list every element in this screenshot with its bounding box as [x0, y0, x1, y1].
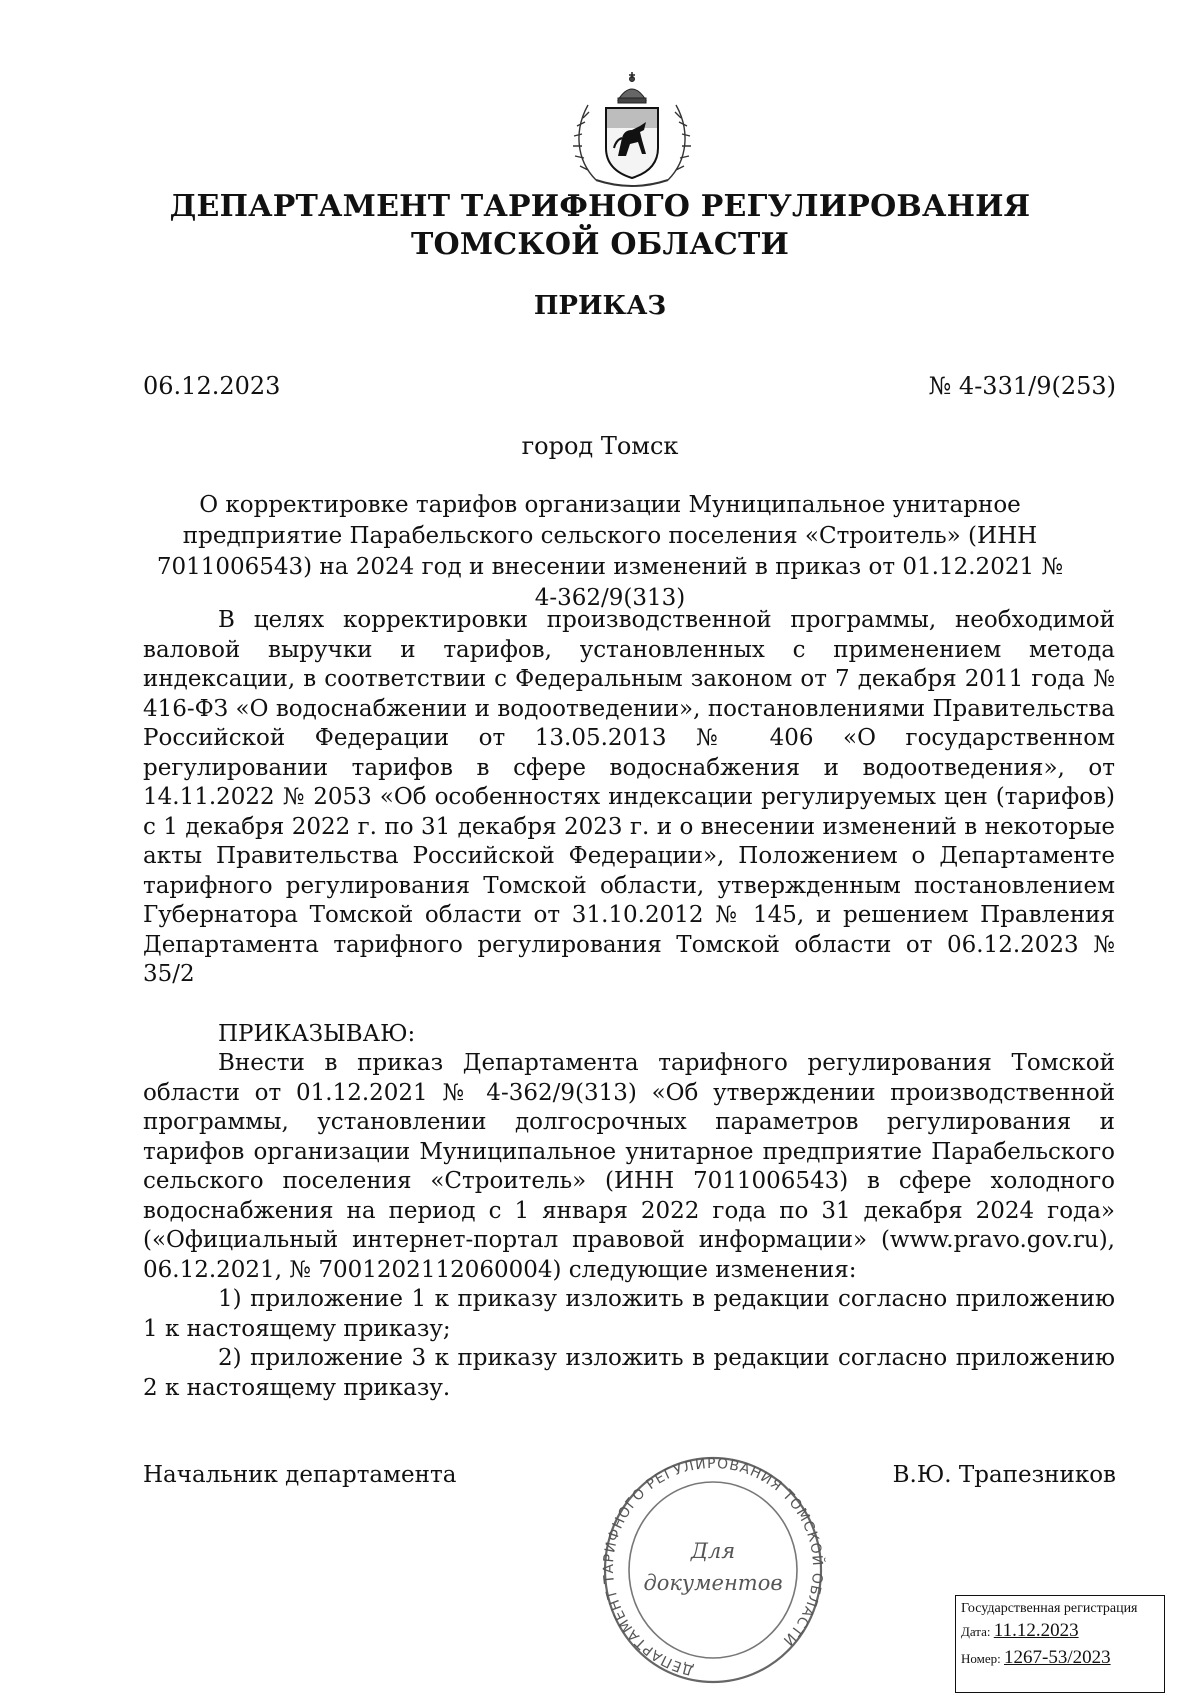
city: город Томск	[521, 432, 679, 460]
document-type: ПРИКАЗ	[533, 291, 667, 321]
order-body	[143, 606, 1115, 1403]
order-item: 1) приложение 1 к приказу изложить в редакции согласно приложению 1 к настоящему приказу;	[143, 1286, 1115, 1342]
registration-date-label: Дата:	[961, 1624, 991, 1639]
registration-box	[955, 1595, 1165, 1693]
order-date: 06.12.2023	[143, 372, 281, 400]
registration-number-label: Номер:	[961, 1651, 1001, 1666]
department-line-2: ТОМСКОЙ ОБЛАСТИ	[410, 227, 790, 262]
order-item: 2) приложение 3 к приказу изложить в редакции согласно приложению 2 к настоящему приказу.	[143, 1345, 1115, 1401]
order-paragraph: Внести в приказ Департамента тарифного регулирования Томской области от 01.12.2021 № 4-362/9(313) «Об утверждении производственной программы, установлении долгосрочных параметров регулирования и тарифов организации Муниципальное унитарное предприятие Парабельского сельского поселения «Строитель» (ИНН 7011006543) в сфере холодного водоснабжения на период с 1 января 2022 года по 31 декабря 2024 года» («Официальный интернет-портал правовой информации» (www.pravo.gov.ru), 06.12.2021, № 7001202112060004) следующие изменения:	[143, 1050, 1115, 1283]
registration-title: Государственная регистрация	[961, 1601, 1138, 1616]
signatory-role: Начальник департамента	[143, 1462, 457, 1488]
department-line-1: ДЕПАРТАМЕНТ ТАРИФНОГО РЕГУЛИРОВАНИЯ	[169, 189, 1031, 224]
preamble-paragraph: В целях корректировки производственной программы, необходимой валовой выручки и тарифов, установленных с применением метода индексации, в соответствии с Федеральным законом от 7 декабря 2011 года № 416-ФЗ «О водоснабжении и водоотведении», постановлениями Правительства Российской Федерации от 13.05.2013 № 406 «О государственном регулировании тарифов в сфере водоснабжения и водоотведения», от 14.11.2022 № 2053 «Об особенностях индексации регулируемых цен (тарифов) с 1 декабря 2022 г. по 31 декабря 2023 г. и о внесении изменений в некоторые акты Правительства Российской Федерации», Положением о Департаменте тарифного регулирования Томской области, утвержденным постановлением Губернатора Томской области от 31.10.2012 № 145, и решением Правления Департамента тарифного регулирования Томской области от 06.12.2023 № 35/2	[143, 607, 1115, 987]
svg-text:Для: Для	[690, 1539, 736, 1563]
order-number: № 4-331/9(253)	[928, 372, 1116, 400]
department-title	[100, 188, 1100, 264]
registration-number-row	[961, 1645, 1159, 1672]
registration-date: 11.12.2023	[993, 1620, 1079, 1641]
paragraph-spacer	[143, 990, 1115, 1020]
signatory-name: В.Ю. Трапезников	[892, 1462, 1116, 1488]
coat-of-arms-icon	[566, 70, 698, 192]
registration-date-row	[961, 1618, 1159, 1645]
official-seal-stamp	[598, 1450, 828, 1690]
order-subject: О корректировке тарифов организации Муниципальное унитарное предприятие Парабельского сельского поселения «Строитель» (ИНН 7011006543) на 2024 год и внесении изменений в приказ от 01.12.2021 № 4-362/9(313)	[156, 492, 1064, 611]
registration-number: 1267-53/2023	[1004, 1647, 1111, 1668]
svg-text:ДЕПАРТАМЕНТ ТАРИФНОГО РЕГУЛИРО: ДЕПАРТАМЕНТ ТАРИФНОГО РЕГУЛИРОВАНИЯ ТОМСКОЙ ОБЛАСТИ	[601, 1455, 826, 1679]
svg-text:документов: документов	[643, 1571, 783, 1595]
order-word: ПРИКАЗЫВАЮ:	[218, 1020, 416, 1047]
